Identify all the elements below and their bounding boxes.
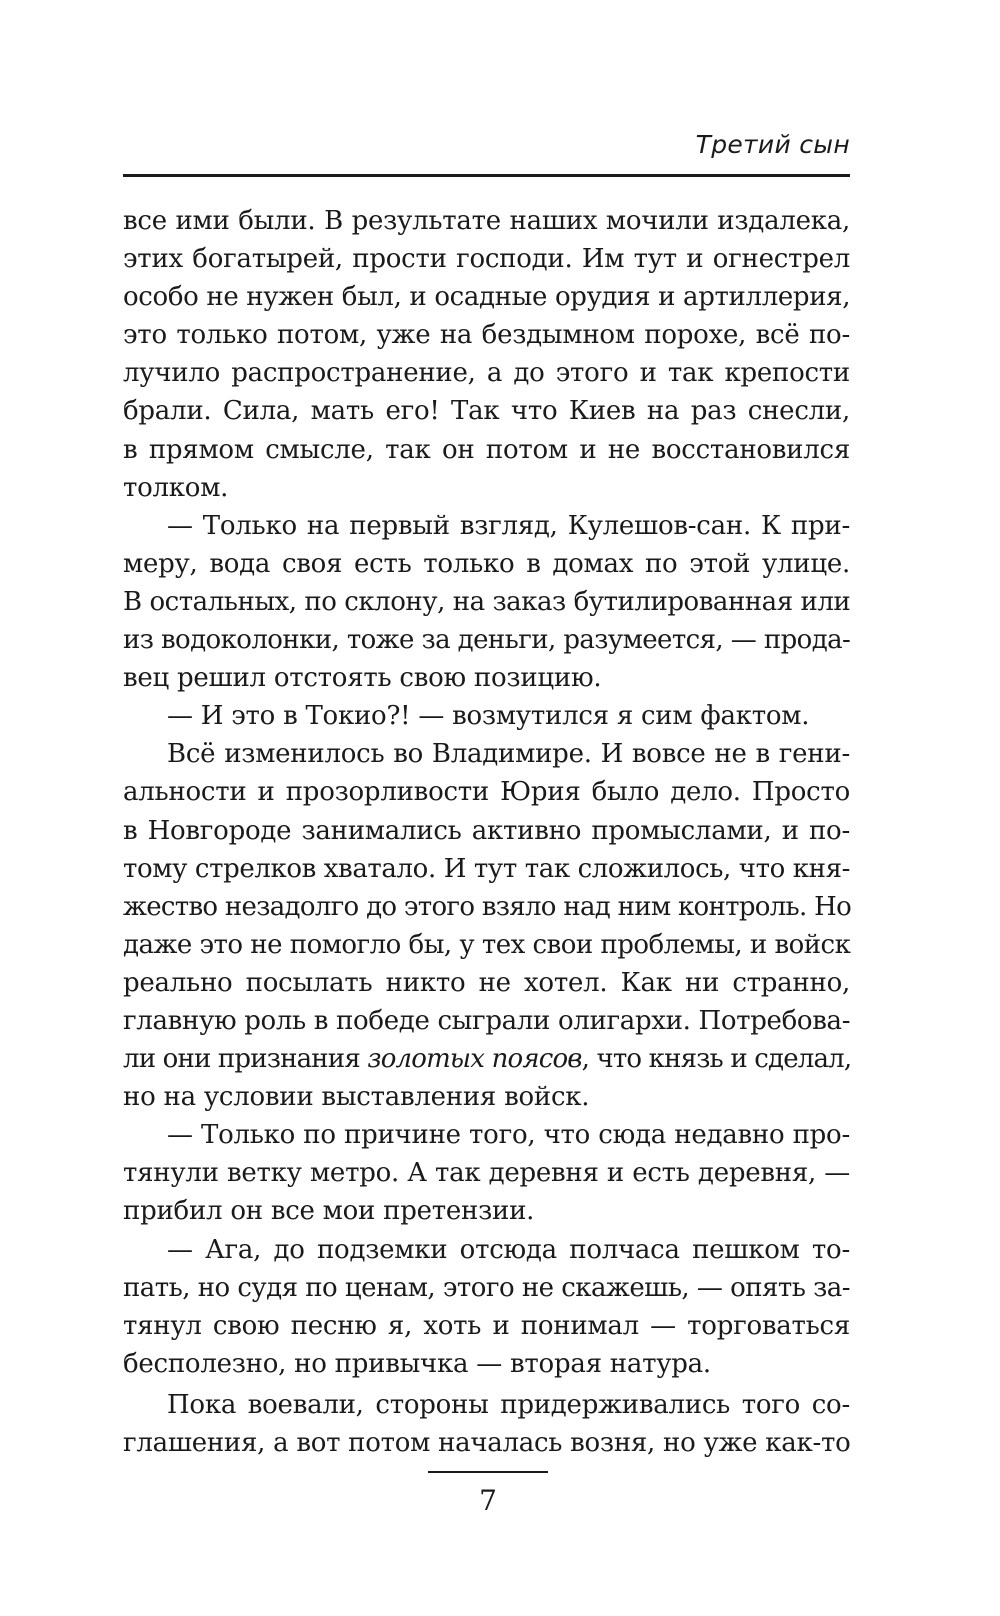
text-run: ли они признания [123,1044,368,1075]
text-line: бесполезно, но привычка — вторая натура. [123,1348,711,1379]
text-line: жество незадолго до этого взяло над ним контроль. Но [123,891,852,922]
paragraph [123,202,850,507]
page-body [123,202,850,1462]
text-line: В остальных, по склону, на заказ бутилированная или [123,586,851,617]
paragraph [123,697,850,735]
text-line: — И это в Токио?! — возмутился я сим фактом. [167,701,810,732]
text-line: глашения, а вот потом началась возня, но уже как-то [123,1428,851,1458]
text-line: пать, но судя по ценам, этого не скажешь, — опять за- [123,1272,850,1303]
emphasis-text: золотых поясов [367,1044,582,1075]
text-line: альности и прозорливости Юрия было дело. Просто [123,777,850,808]
text-line: в Новгороде занимались активно промыслами, и по- [123,815,850,846]
paragraph [123,507,850,697]
running-header [123,130,850,177]
paragraph [123,1386,850,1462]
text-line-with-emphasis [123,1040,850,1078]
text-line: это только потом, уже на бездымном порохе, всё по- [123,320,850,351]
page-number: 7 [479,1484,497,1517]
text-line: — Только по причине того, что сюда недавно про- [167,1120,850,1151]
text-line: лучило распространение, а до этого и так крепости [123,358,850,389]
paragraph [123,1231,850,1383]
text-line: прибил он все мои претензии. [123,1196,535,1227]
text-line: главную роль в победе сыграли олигархи. Потребова- [123,1005,851,1036]
text-line: тянул свою песню я, хоть и понимал — торговаться [123,1310,850,1341]
text-line: этих богатырей, прости господи. Им тут и огнестрел [123,244,850,275]
text-run: , что князь и сделал, [581,1044,852,1075]
text-line: — Только на первый взгляд, Кулешов-сан. К при- [167,510,850,541]
text-line: меру, вода своя есть только в домах по этой улице. [123,548,850,579]
text-line: реально посылать никто не хотел. Как ни странно, [123,967,850,998]
text-line: Всё изменилось во Владимире. И вовсе не в гени- [167,739,850,770]
text-line: тянули ветку метро. А так деревня и есть деревня, — [123,1158,850,1189]
text-line: — Ага, до подземки отсюда полчаса пешком то- [167,1234,850,1265]
text-line: но на условии выставления войск. [123,1082,590,1113]
text-line: толком. [123,472,229,503]
paragraph [123,1116,850,1230]
text-line: Пока воевали, стороны придерживались того со- [167,1389,850,1420]
text-line: в прямом смысле, так он потом и не восстановился [123,434,850,465]
text-line: тому стрелков хватало. И тут так сложилось, что кня- [123,853,850,884]
text-line: особо не нужен был, и осадные орудия и артиллерия, [123,282,851,313]
text-line: даже это не помогло бы, у тех свои проблемы, и войск [123,929,851,960]
text-line: из водоколонки, тоже за деньги, разумеется, — прода- [123,625,851,656]
text-line: брали. Сила, мать его! Так что Киев на раз снесли, [123,396,850,427]
text-line: вец решил отстоять свою позицию. [123,663,602,694]
running-title: Третий сын [695,130,850,159]
paragraph [123,735,850,1116]
footer-rule [428,1471,548,1473]
text-line: все ими были. В результате наших мочили издалека, [123,206,850,236]
